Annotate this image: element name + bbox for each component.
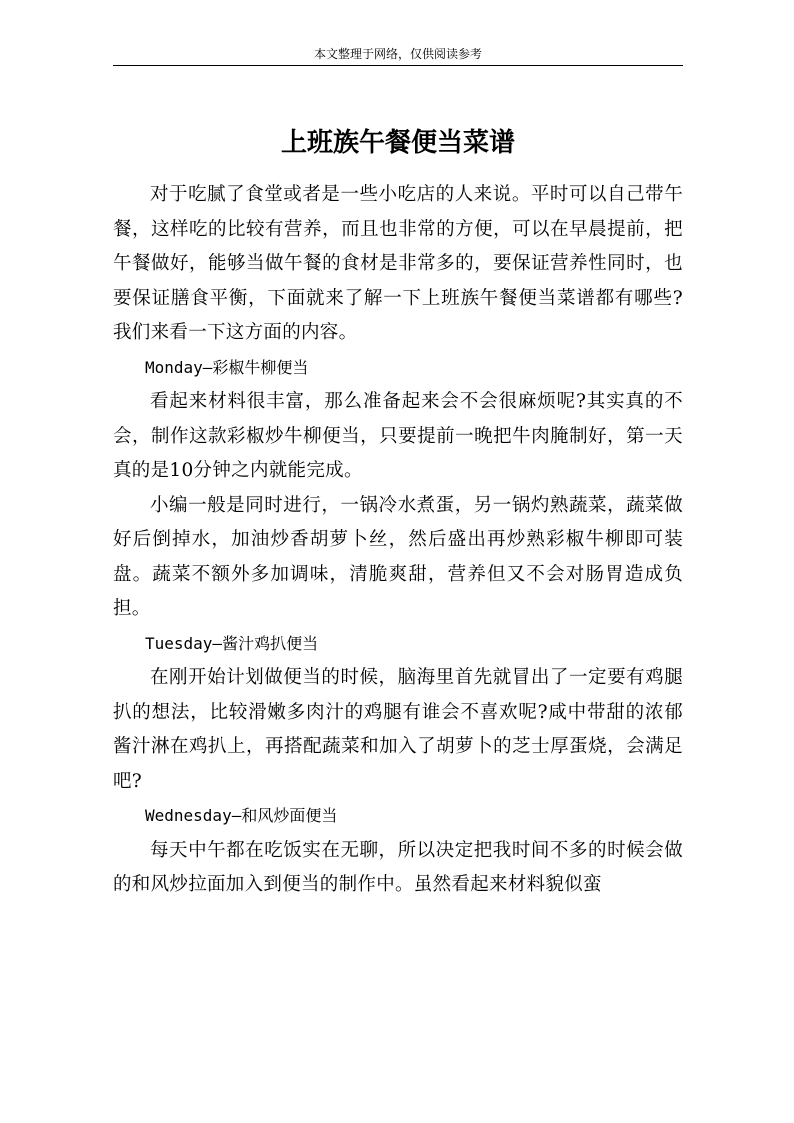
section-heading-wednesday: Wednesday—和风炒面便当 [145,806,338,825]
section-heading-tuesday: Tuesday—酱汁鸡扒便当 [145,633,319,653]
body-paragraph: 每天中午都在吃饭实在无聊，所以决定把我时间不多的时候会做的和风炒拉面加入到便当的制作中。虽然看起来材料貌似蛮 [113,839,683,895]
section-heading-monday: Monday—彩椒牛柳便当 [145,357,309,377]
intro-paragraph: 对于吃腻了食堂或者是一些小吃店的人来说。平时可以自己带午餐，这样吃的比较有营养，而且也非常的方便，可以在早晨提前，把午餐做好，能够当做午餐的食材是非常多的，要保证营养性同时，也要保证膳食平衡，下面就来了解一下上班族午餐便当菜谱都有哪些?我们来看一下这方面的内容。 [113,184,683,343]
body-paragraph: 小编一般是同时进行，一锅冷水煮蛋，另一锅灼熟蔬菜，蔬菜做好后倒掉水，加油炒香胡萝卜丝，然后盛出再炒熟彩椒牛柳即可装盘。蔬菜不额外多加调味，清脆爽甜，营养但又不会对肠胃造成负担。 [113,494,683,619]
page-header: 本文整理于网络，仅供阅读参考 [313,47,482,61]
document-body [113,178,683,903]
header-rule [113,65,683,66]
document-title: 上班族午餐便当菜谱 [280,128,515,158]
body-paragraph: 在刚开始计划做便当的时候，脑海里首先就冒出了一定要有鸡腿扒的想法，比较滑嫩多肉汁的鸡腿有谁会不喜欢呢?咸中带甜的浓郁酱汁淋在鸡扒上，再搭配蔬菜和加入了胡萝卜的芝士厚蛋烧，会满足吧? [113,667,683,792]
body-paragraph: 看起来材料很丰富，那么准备起来会不会很麻烦呢?其实真的不会，制作这款彩椒炒牛柳便当，只要提前一晚把牛肉腌制好，第一天真的是10分钟之内就能完成。 [113,391,683,481]
